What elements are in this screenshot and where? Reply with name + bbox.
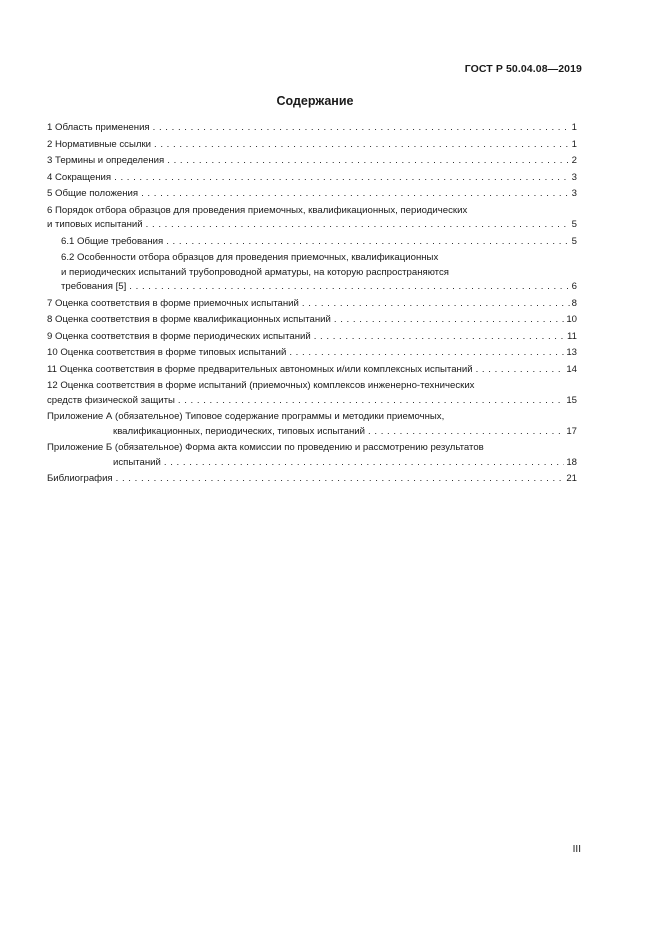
toc-entry-text: 10 Оценка соответствия в форме типовых испытаний bbox=[47, 347, 287, 358]
toc-entry-6-1[interactable] bbox=[47, 235, 577, 250]
toc-entry-text: 1 Область применения bbox=[47, 122, 150, 133]
toc-page-number: 3 bbox=[571, 188, 577, 199]
toc-page-number: 13 bbox=[566, 347, 577, 358]
toc-entry-12[interactable] bbox=[47, 379, 577, 408]
leader-dots bbox=[153, 121, 570, 136]
toc-entry-text: 5 Общие положения bbox=[47, 188, 139, 199]
toc-entry-1[interactable] bbox=[47, 121, 577, 136]
toc-entry-text-cont: и типовых испытаний bbox=[47, 219, 143, 230]
leader-dots bbox=[164, 456, 564, 471]
toc-entry-6-2[interactable] bbox=[47, 251, 577, 295]
toc-entry-5[interactable] bbox=[47, 187, 577, 202]
toc-entry-text: Библиография bbox=[47, 473, 113, 484]
toc-page-number: 10 bbox=[566, 314, 577, 325]
toc-entry-text: 2 Нормативные ссылки bbox=[47, 138, 152, 150]
toc-page-number: 6 bbox=[571, 281, 577, 292]
toc-entry-text-cont: требования [5] bbox=[61, 281, 127, 292]
toc-entry-text: Приложение Б (обязательное) Форма акта комиссии по проведению и рассмотрению результатов bbox=[47, 442, 484, 453]
leader-dots bbox=[114, 171, 570, 186]
leader-dots bbox=[334, 313, 564, 328]
toc-entry-appendix-a[interactable] bbox=[47, 410, 577, 439]
toc-entry-2[interactable] bbox=[47, 138, 577, 153]
toc-title: Содержание bbox=[276, 94, 354, 108]
leader-dots bbox=[302, 297, 570, 312]
leader-dots bbox=[141, 187, 570, 202]
toc-entry-11[interactable] bbox=[47, 363, 577, 378]
leader-dots bbox=[166, 235, 569, 250]
toc-entry-text: 7 Оценка соответствия в форме приемочных испытаний bbox=[47, 297, 299, 309]
toc-entry-text-cont: квалификационных, периодических, типовых испытаний bbox=[113, 425, 366, 437]
toc-page-number: 1 bbox=[571, 138, 577, 150]
toc-entry-3[interactable] bbox=[47, 154, 577, 169]
toc-page-number: 21 bbox=[566, 473, 577, 484]
page-number: III bbox=[572, 844, 581, 855]
leader-dots bbox=[154, 138, 570, 153]
leader-dots bbox=[314, 330, 565, 345]
toc-entry-8[interactable] bbox=[47, 313, 577, 328]
leader-dots bbox=[129, 280, 569, 295]
leader-dots bbox=[476, 363, 565, 378]
document-code: ГОСТ Р 50.04.08—2019 bbox=[464, 63, 582, 75]
toc-page-number: 5 bbox=[571, 235, 577, 247]
toc-entry-text: 6.2 Особенности отбора образцов для проведения приемочных, квалификационных bbox=[61, 252, 439, 263]
toc-entry-text: 11 Оценка соответствия в форме предварительных автономных и/или комплексных испытаний bbox=[47, 363, 473, 375]
toc-entry-text: 3 Термины и определения bbox=[47, 155, 165, 166]
leader-dots bbox=[116, 472, 565, 487]
toc-page-number: 17 bbox=[566, 425, 577, 437]
toc-page-number: 5 bbox=[571, 219, 577, 230]
table-of-contents bbox=[47, 121, 577, 489]
toc-page-number: 18 bbox=[566, 456, 577, 468]
toc-entry-text: Приложение А (обязательное) Типовое содержание программы и методики приемочных, bbox=[47, 411, 445, 422]
toc-entry-text: 8 Оценка соответствия в форме квалификационных испытаний bbox=[47, 314, 331, 325]
toc-entry-text: 4 Сокращения bbox=[47, 171, 112, 183]
toc-page-number: 15 bbox=[566, 394, 577, 406]
toc-page-number: 14 bbox=[566, 363, 577, 375]
toc-page-number: 3 bbox=[571, 171, 577, 183]
toc-entry-text: 6 Порядок отбора образцов для проведения приемочных, квалификационных, периодических bbox=[47, 204, 468, 216]
toc-entry-appendix-b[interactable] bbox=[47, 441, 577, 470]
toc-entry-bibliography[interactable] bbox=[47, 472, 577, 487]
toc-entry-10[interactable] bbox=[47, 346, 577, 361]
leader-dots bbox=[289, 346, 564, 361]
toc-entry-text-cont: средств физической защиты bbox=[47, 394, 175, 406]
toc-page-number: 11 bbox=[567, 330, 577, 342]
toc-entry-9[interactable] bbox=[47, 330, 577, 345]
toc-entry-6[interactable] bbox=[47, 204, 577, 233]
toc-page-number: 2 bbox=[571, 155, 577, 166]
toc-page-number: 1 bbox=[571, 122, 577, 133]
leader-dots bbox=[368, 425, 564, 440]
toc-entry-text: 6.1 Общие требования bbox=[61, 235, 164, 247]
toc-entry-text-cont: испытаний bbox=[113, 456, 161, 468]
leader-dots bbox=[167, 154, 569, 169]
toc-entry-7[interactable] bbox=[47, 297, 577, 312]
toc-entry-text-cont: и периодических испытаний трубопроводной арматуры, на которую распространяются bbox=[61, 266, 449, 278]
leader-dots bbox=[146, 218, 570, 233]
toc-entry-4[interactable] bbox=[47, 171, 577, 186]
toc-page-number: 8 bbox=[571, 297, 577, 309]
toc-entry-text: 12 Оценка соответствия в форме испытаний (приемочных) комплексов инженерно-технических bbox=[47, 380, 475, 391]
leader-dots bbox=[178, 394, 564, 409]
toc-entry-text: 9 Оценка соответствия в форме периодических испытаний bbox=[47, 330, 311, 342]
